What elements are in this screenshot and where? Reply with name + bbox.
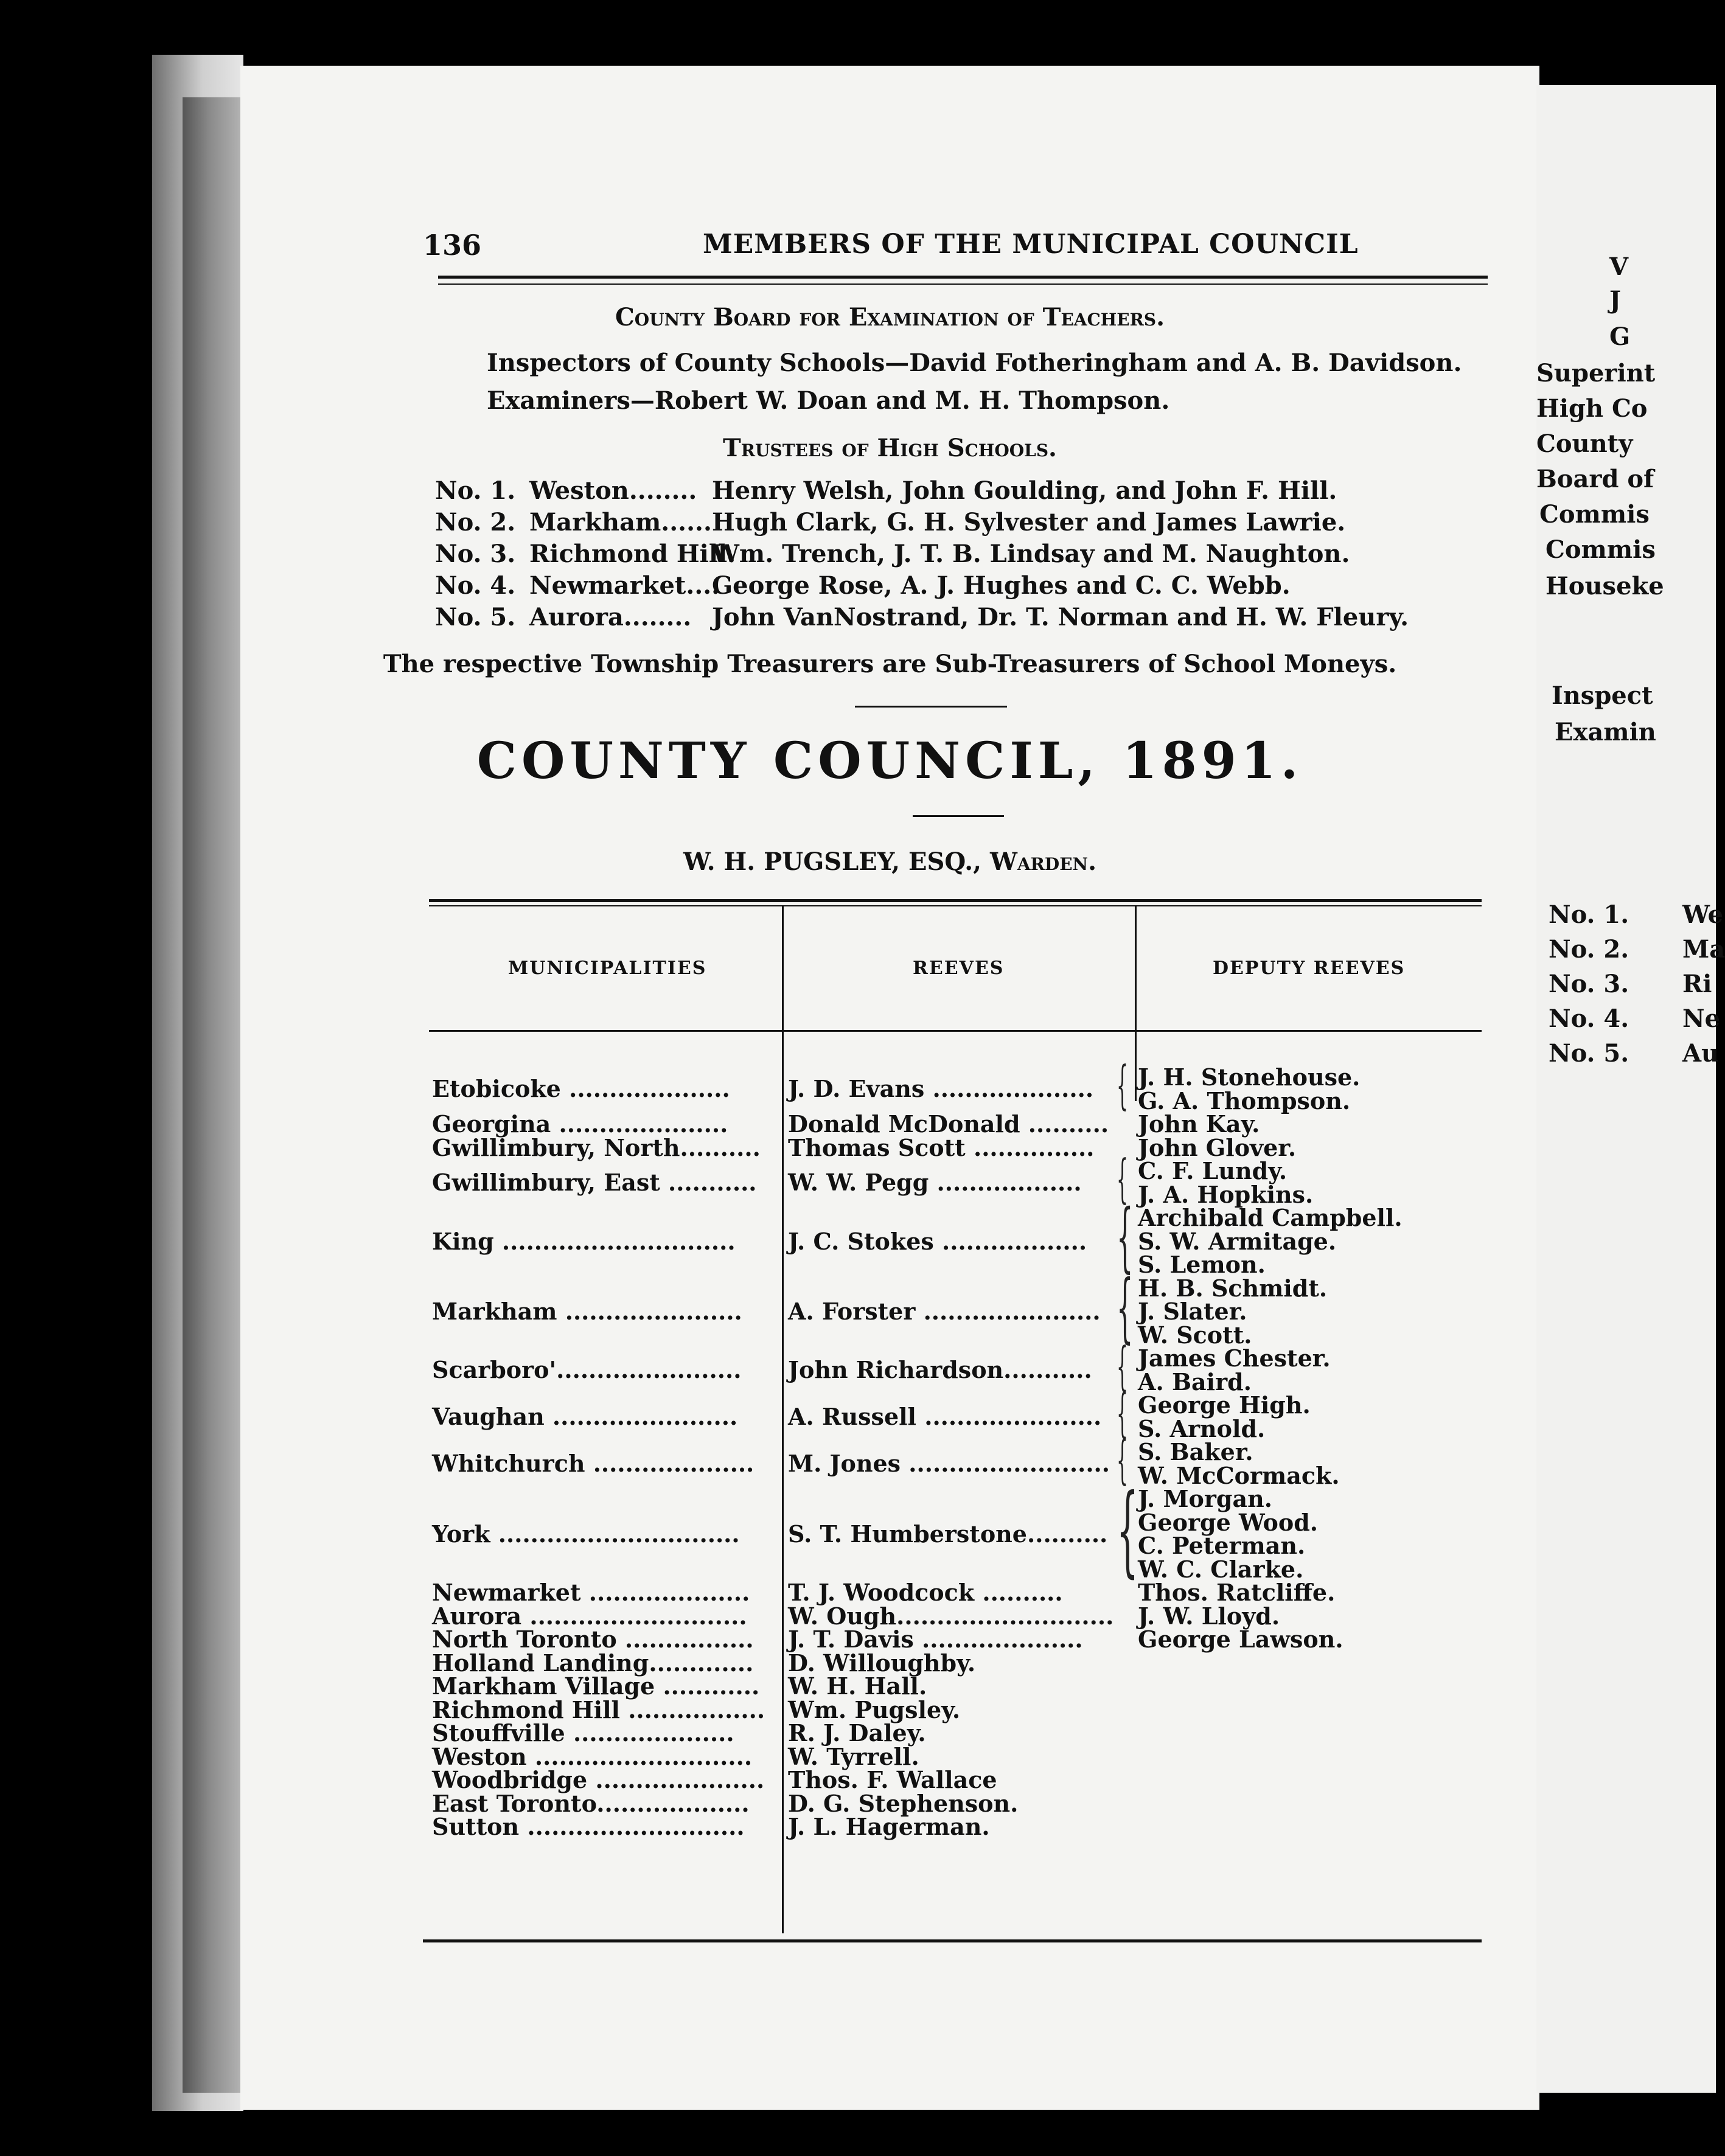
municipality-cell: Markham ...................... xyxy=(432,1298,742,1325)
deputy-reeve-cell: C. Peterman. xyxy=(1138,1532,1306,1559)
municipality-cell: Richmond Hill ................. xyxy=(432,1695,765,1723)
reeve-cell: T. J. Woodcock .......... xyxy=(788,1579,1063,1606)
deputy-reeve-cell: W. Scott. xyxy=(1138,1321,1252,1349)
trustees-note: The respective Township Treasurers are Sub-Treasurers of School Moneys. xyxy=(383,650,1397,678)
facing-page-name: Au xyxy=(1682,1039,1720,1068)
column-divider xyxy=(1135,906,1137,1101)
col-municipalities: MUNICIPALITIES xyxy=(508,958,707,979)
header-rule-thin xyxy=(438,283,1488,285)
deputy-reeve-cell: S. Lemon. xyxy=(1138,1251,1266,1278)
column-divider xyxy=(782,906,784,1933)
deputy-reeve-cell: G. A. Thompson. xyxy=(1138,1087,1351,1115)
facing-page-name: Ma xyxy=(1682,935,1725,964)
brace-mark: { xyxy=(1117,1264,1134,1352)
municipality-cell: Holland Landing............. xyxy=(432,1649,754,1677)
facing-page-text: Houseke xyxy=(1546,572,1664,600)
deputy-reeve-cell: George Lawson. xyxy=(1138,1626,1343,1653)
deputy-reeve-cell: H. B. Schmidt. xyxy=(1138,1274,1328,1302)
municipality-cell: Aurora ........................... xyxy=(432,1602,747,1630)
col-deputy-reeves: DEPUTY REEVES xyxy=(1213,958,1406,979)
deputy-reeve-cell: J. W. Lloyd. xyxy=(1138,1602,1280,1630)
reeve-cell: Wm. Pugsley. xyxy=(788,1695,961,1723)
reeve-cell: J. T. Davis .................... xyxy=(788,1626,1083,1653)
deputy-reeve-cell: Archibald Campbell. xyxy=(1138,1204,1403,1231)
municipality-cell: East Toronto................... xyxy=(432,1789,750,1817)
reeve-cell: John Richardson........... xyxy=(788,1356,1092,1384)
table-header-rule xyxy=(429,1030,1482,1032)
reeve-cell: M. Jones ......................... xyxy=(788,1450,1110,1478)
reeve-cell: S. T. Humberstone.......... xyxy=(788,1520,1108,1548)
deputy-reeve-cell: J. A. Hopkins. xyxy=(1138,1180,1314,1208)
facing-page-name: Ri xyxy=(1682,970,1712,998)
deputy-reeve-cell: S. Baker. xyxy=(1138,1438,1253,1466)
reeve-cell: J. D. Evans .................... xyxy=(788,1075,1094,1103)
divider xyxy=(855,706,1007,708)
municipality-cell: Etobicoke .................... xyxy=(432,1075,730,1103)
reeve-cell: A. Russell ...................... xyxy=(788,1403,1102,1431)
municipality-cell: Woodbridge ..................... xyxy=(432,1766,765,1793)
divider-short xyxy=(913,815,1004,817)
municipality-cell: Markham Village ............ xyxy=(432,1672,760,1700)
facing-page-no: No. 1. xyxy=(1549,900,1629,929)
deputy-reeve-cell: J. H. Stonehouse. xyxy=(1138,1063,1361,1091)
table-bottom-rule xyxy=(423,1939,1482,1942)
page: 136 MEMBERS OF THE MUNICIPAL COUNCIL County Board for Examination of Teachers. Inspectors of County Schools—David Fotheringham and A. B. Davidson. Examiners—Robert W. Doan and M. H. Thompson. Trustees of High Schools. No. 1. Weston........ Henry Welsh, John Goulding, and John F. Hill. No. 2. Markham...... Hugh Clark, G. H. Sylvester and James Lawrie. No. 3. Richmond Hill. Wm. Trench, J. T. B. Lindsay and M. Naughton. No. 4. Newmarket.... George Rose, A. J. Hughes and C. C. Webb. No. 5. Aurora........ John VanNostrand, Dr. T. Norman and H. W. Fleury. The respective Township Treasurers are Sub-Treasurers of School Moneys. COUNTY COUNCIL, 1891. W. H. PUGSLEY, ESQ., Warden. MUNICIPALITIES REEVES DEPUTY REEVES Etobicoke .................... J. D. Evans .................... { J. H. Stonehouse. G. A. Thompson. Georgina ..................... Donald McDonald .......... John Kay. Gwillimbury, North.......... Thomas Scott ............... John Glover. Gwillimbury, East ........... W. W. Pegg .................. { C. F. Lundy. J. A. Hopkins. King ............................. J. C. Stokes .................. { Archibald Campbell. S. W. Armitage. S. Lemon. Markham ...................... A. Forster ...................... { H. B. Schmidt. J. Slater. W. Scott. Scarboro'....................... John Richardson........... { James Chester. A. Baird. Vaughan ....................... A. Russell ...................... { George High. S. Arnold. Whitchurch .................... M. Jones ......................... { S. Baker. W. McCormack. York .............................. S. T. Humberstone.......... { J. Morgan. George Wood. C. Peterman. W. C. Clarke. Newmarket .................... T. J. Woodcock .......... Thos. Ratcliffe. Aurora ........................... W. Ough........................... J. W. Lloyd. North Toronto ................ J. T. Davis .................... George Lawson. Holland Landing............. D. Willoughby. Markham Village ............ W. H. Hall. Richmond Hill ................. Wm. Pugsley. Stouffville .................... R. J. Daley. Weston ........................... W. Tyrrell. Woodbridge ..................... Thos. F. Wallace East Toronto................... D. G. Stephenson. Sutton ........................... J. L. Hagerman. xyxy=(240,66,1539,2110)
deputy-reeve-cell: C. F. Lundy. xyxy=(1138,1157,1288,1184)
header-rule xyxy=(438,276,1488,279)
facing-page-text: Board of xyxy=(1536,465,1654,493)
municipality-cell: Georgina ..................... xyxy=(432,1110,728,1138)
brace-mark: { xyxy=(1117,1055,1128,1116)
brace-mark: { xyxy=(1117,1194,1134,1281)
deputy-reeve-cell: John Kay. xyxy=(1138,1110,1260,1138)
table-top-rule xyxy=(429,899,1482,902)
reeve-cell: Thomas Scott ............... xyxy=(788,1133,1095,1161)
facing-page xyxy=(1536,85,1725,2093)
facing-page-no: No. 3. xyxy=(1549,970,1629,998)
municipality-cell: York .............................. xyxy=(432,1520,740,1548)
deputy-reeve-cell: George Wood. xyxy=(1138,1508,1319,1536)
deputy-reeve-cell: J. Slater. xyxy=(1138,1298,1247,1325)
running-title: MEMBERS OF THE MUNICIPAL COUNCIL xyxy=(703,229,1359,260)
facing-page-text: High Co xyxy=(1536,394,1648,423)
municipality-cell: Newmarket .................... xyxy=(432,1579,750,1606)
facing-page-text: G xyxy=(1609,322,1631,351)
municipality-cell: Scarboro'....................... xyxy=(432,1356,742,1384)
facing-page-text: Superint xyxy=(1536,359,1656,388)
reeve-cell: Donald McDonald .......... xyxy=(788,1110,1109,1138)
facing-page-no: No. 4. xyxy=(1549,1004,1629,1033)
facing-page-text: Inspect xyxy=(1552,681,1653,710)
page-number: 136 xyxy=(423,229,482,262)
deputy-reeve-cell: J. Morgan. xyxy=(1138,1485,1272,1512)
facing-page-name: We xyxy=(1682,900,1724,929)
facing-page-name: Ne xyxy=(1682,1004,1721,1033)
board-title: County Board for Examination of Teachers. xyxy=(615,303,1165,332)
reeve-cell: J. L. Hagerman. xyxy=(788,1813,990,1840)
council-title: COUNTY COUNCIL, 1891. xyxy=(476,732,1303,790)
municipality-cell: Whitchurch .................... xyxy=(432,1450,754,1478)
brace-mark: { xyxy=(1117,1149,1128,1209)
reeve-cell: D. G. Stephenson. xyxy=(788,1789,1019,1817)
deputy-reeve-cell: George High. xyxy=(1138,1391,1311,1419)
facing-page-no: No. 5. xyxy=(1549,1039,1629,1068)
brace-mark: { xyxy=(1117,1337,1128,1397)
deputy-reeve-cell: A. Baird. xyxy=(1138,1368,1252,1396)
facing-page-text: Commis xyxy=(1539,500,1650,529)
reeve-cell: W. H. Hall. xyxy=(788,1672,927,1700)
brace-mark: { xyxy=(1117,1430,1128,1490)
reeve-cell: W. Tyrrell. xyxy=(788,1742,919,1770)
board-inspectors: Inspectors of County Schools—David Fotheringham and A. B. Davidson. xyxy=(487,349,1462,377)
facing-page-text: Commis xyxy=(1546,535,1656,564)
reeve-cell: D. Willoughby. xyxy=(788,1649,976,1677)
municipality-cell: Weston ........................... xyxy=(432,1742,753,1770)
facing-page-text: Examin xyxy=(1555,718,1656,746)
warden-line: W. H. PUGSLEY, ESQ., Warden. xyxy=(683,847,1097,876)
deputy-reeve-cell: James Chester. xyxy=(1138,1344,1331,1372)
reeve-cell: J. C. Stokes .................. xyxy=(788,1227,1087,1255)
reeve-cell: R. J. Daley. xyxy=(788,1719,926,1747)
municipality-cell: Gwillimbury, East ........... xyxy=(432,1169,757,1197)
brace-mark: { xyxy=(1117,1383,1128,1444)
facing-page-no: No. 2. xyxy=(1549,935,1629,964)
deputy-reeve-cell: W. McCormack. xyxy=(1138,1461,1340,1489)
municipality-cell: King ............................. xyxy=(432,1227,736,1255)
col-reeves: REEVES xyxy=(913,958,1005,979)
deputy-reeve-cell: Thos. Ratcliffe. xyxy=(1138,1579,1336,1606)
facing-page-text: County xyxy=(1536,429,1633,458)
deputy-reeve-cell: S. W. Armitage. xyxy=(1138,1227,1337,1255)
municipality-cell: Vaughan ....................... xyxy=(432,1403,738,1431)
municipality-cell: Stouffville .................... xyxy=(432,1719,734,1747)
municipality-cell: North Toronto ................ xyxy=(432,1626,754,1653)
deputy-reeve-cell: John Glover. xyxy=(1138,1133,1297,1161)
brace-mark: { xyxy=(1117,1473,1139,1588)
deputy-reeve-cell: W. C. Clarke. xyxy=(1138,1555,1304,1583)
book-edge-inner xyxy=(183,97,249,2093)
reeve-cell: Thos. F. Wallace xyxy=(788,1766,997,1793)
municipality-cell: Sutton ........................... xyxy=(432,1813,745,1840)
reeve-cell: W. W. Pegg .................. xyxy=(788,1169,1082,1197)
facing-page-text: J xyxy=(1609,286,1621,315)
board-examiners: Examiners—Robert W. Doan and M. H. Thompson. xyxy=(487,386,1170,415)
deputy-reeve-cell: S. Arnold. xyxy=(1138,1414,1266,1442)
table-top-rule-thin xyxy=(429,905,1482,906)
facing-page-text: V xyxy=(1609,252,1629,281)
reeve-cell: A. Forster ...................... xyxy=(788,1298,1101,1325)
trustees-title: Trustees of High Schools. xyxy=(723,434,1057,462)
reeve-cell: W. Ough........................... xyxy=(788,1602,1114,1630)
municipality-cell: Gwillimbury, North.......... xyxy=(432,1133,761,1161)
